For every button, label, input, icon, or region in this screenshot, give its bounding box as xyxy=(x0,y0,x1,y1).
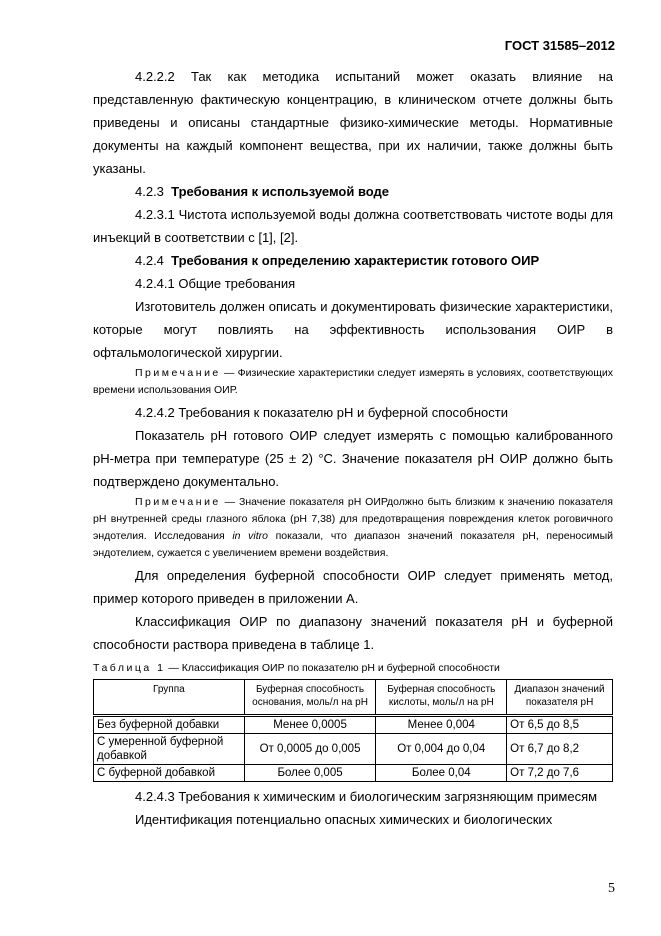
table-cell: От 0,004 до 0,04 xyxy=(376,734,507,765)
page-content xyxy=(93,65,613,831)
note-text-b: показали, что диапазон значений показателя pH, переносимый эндотелием, сужается с увеличением времени воздействия. xyxy=(93,530,613,559)
paragraph-classification: Классификация ОИР по диапазону значений показателя pH и буферной способности раствора приведена в таблице 1. xyxy=(93,614,613,652)
table-cell: Более 0,005 xyxy=(244,765,376,782)
table-row xyxy=(94,765,613,782)
table-cell: С буферной добавкой xyxy=(94,765,245,782)
table-header-cell: Группа xyxy=(94,680,245,716)
note-label: Примечание xyxy=(135,496,221,508)
table-cell: От 0,0005 до 0,005 xyxy=(244,734,376,765)
table-cell: От 7,2 до 7,6 xyxy=(507,765,613,782)
heading-4-2-4-1: 4.2.4.1 Общие требования xyxy=(135,276,296,291)
page-number: 5 xyxy=(608,881,615,896)
table-cell: Менее 0,0005 xyxy=(244,716,376,734)
note-2 xyxy=(93,494,613,562)
table-cell: Более 0,04 xyxy=(376,765,507,782)
document-header: ГОСТ 31585–2012 xyxy=(504,38,615,53)
paragraph-4-2-3-1: 4.2.3.1 Чистота используемой воды должна соответствовать чистоте воды для инъекций в соответствии с [1], [2]. xyxy=(93,207,613,245)
table-header-cell: Буферная способность кислоты, моль/л на pH xyxy=(376,680,507,716)
table-header-row xyxy=(94,680,613,716)
table-cell: От 6,7 до 8,2 xyxy=(507,734,613,765)
heading-4-2-4-2: 4.2.4.2 Требования к показателю pH и буферной способности xyxy=(135,405,509,420)
table-caption-text: — Классификация ОИР по показателю pH и буферной способности xyxy=(165,662,500,674)
table-row xyxy=(94,716,613,734)
heading-number: 4.2.4 xyxy=(135,253,164,268)
table-cell: Менее 0,004 xyxy=(376,716,507,734)
note-text-a: — Значение показателя pH ОИРдолжно быть близким к значению показателя pH внутренней среды глазного яблока (pH 7,38) для предотвращения повреждения клеток роговичного эндотелия. Исследования xyxy=(93,496,613,542)
heading-title: Требования к используемой воде xyxy=(171,184,390,199)
note-label: Примечание xyxy=(135,367,221,379)
note-1 xyxy=(93,365,613,399)
table-header-cell: Буферная способность основания, моль/л на pH xyxy=(244,680,376,716)
table-caption-label: Таблица 1 xyxy=(93,662,166,674)
paragraph-identification: Идентификация потенциально опасных химических и биологических xyxy=(135,812,553,827)
table-cell: Без буферной добавки xyxy=(94,716,245,734)
heading-4-2-3 xyxy=(93,180,613,203)
table-cell: От 6,5 до 8,5 xyxy=(507,716,613,734)
paragraph-4-2-2-2: 4.2.2.2 Так как методика испытаний может оказать влияние на представленную фактическую концентрацию, в клиническом отчете должны быть приведены и описаны стандартные физико-химические методы. Нормативные документы на каждый компонент вещества, при их наличии, также должны быть указаны. xyxy=(93,69,613,176)
heading-4-2-4 xyxy=(93,249,613,272)
note-text: — Физические характеристики следует измерять в условиях, соответствующих времени использования ОИР. xyxy=(93,367,613,396)
table-row xyxy=(94,734,613,765)
table-header-cell: Диапазон значений показателя pH xyxy=(507,680,613,716)
table-caption xyxy=(93,661,613,675)
table-cell: С умеренной буферной добавкой xyxy=(94,734,245,765)
heading-title: Требования к определению характеристик готового ОИР xyxy=(171,253,540,268)
classification-table xyxy=(93,679,613,782)
paragraph-4-2-4-3: 4.2.4.3 Требования к химическим и биологическим загрязняющим примесям xyxy=(135,789,598,804)
paragraph-buffer: Для определения буферной способности ОИР следует применять метод, пример которого приведен в приложении А. xyxy=(93,568,613,606)
paragraph-manufacturer: Изготовитель должен описать и документировать физические характеристики, которые могут повлиять на эффективность использования ОИР в офтальмологической хирургии. xyxy=(93,299,613,360)
paragraph-ph: Показатель pH готового ОИР следует измерять с помощью калиброванного pH-метра при температуре (25 ± 2) °С. Значение показателя pH ОИР должно быть подтверждено документально. xyxy=(93,428,613,489)
heading-number: 4.2.3 xyxy=(135,184,164,199)
note-text-italic: in vitro xyxy=(232,530,268,542)
